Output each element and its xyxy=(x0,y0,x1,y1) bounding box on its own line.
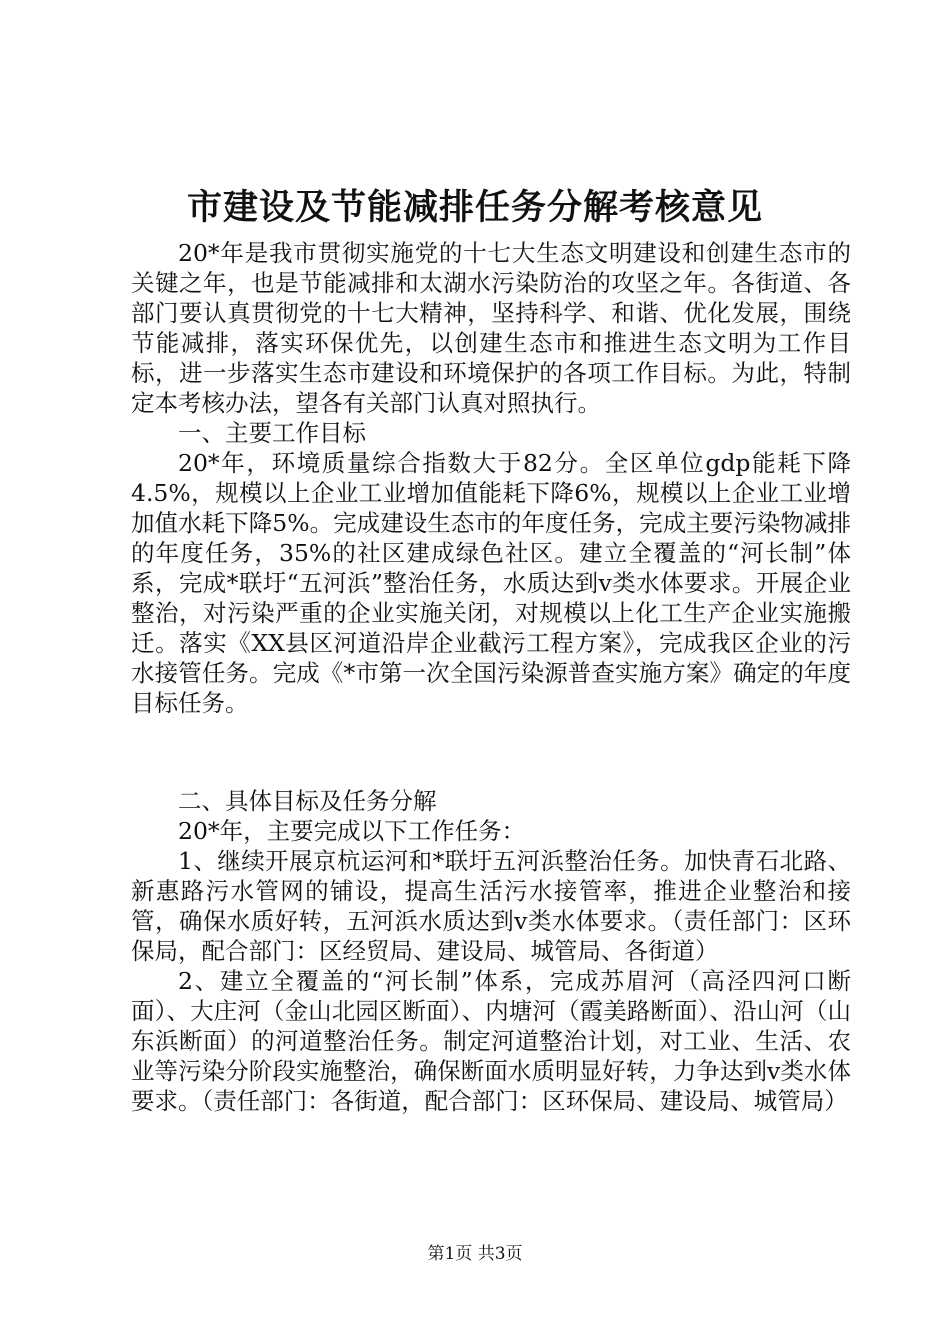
section-2-intro: 20*年，主要完成以下工作任务： xyxy=(178,817,526,845)
section-2-heading: 二、具体目标及任务分解 xyxy=(178,787,437,815)
task-2-paragraph: 2、建立全覆盖的“河长制”体系，完成苏眉河（高泾四河口断面）、大庄河（金山北园区断面）、内塘河（霞美路断面）、沿山河（山东浜断面）的河道整治任务。制定河道整治计划，对工业、生活、农业等污染分阶段实施整治，确保断面水质明显好转，力争达到v类水体要求。（责任部门：各街道，配合部门：区环保局、建设局、城管局） xyxy=(131,967,851,1115)
document-body-part-1 xyxy=(131,238,851,718)
section-1-heading: 一、主要工作目标 xyxy=(178,419,366,447)
document-title: 市建设及节能减排任务分解考核意见 xyxy=(186,187,763,228)
task-1-paragraph: 1、继续开展京杭运河和*联圩五河浜整治任务。加快青石北路、新惠路污水管网的铺设，提高生活污水接管率，推进企业整治和接管，确保水质好转，五河浜水质达到v类水体要求。（责任部门：区环保局，配合部门：区经贸局、建设局、城管局、各街道） xyxy=(131,847,851,965)
page-number-footer: 第1页 共3页 xyxy=(427,1244,523,1264)
document-body-part-2 xyxy=(131,786,851,1116)
intro-paragraph: 20*年是我市贯彻实施党的十七大生态文明建设和创建生态市的关键之年，也是节能减排和太湖水污染防治的攻坚之年。各街道、各部门要认真贯彻党的十七大精神，坚持科学、和谐、优化发展，围绕节能减排，落实环保优先，以创建生态市和推进生态文明为工作目标，进一步落实生态市建设和环境保护的各项工作目标。为此，特制定本考核办法，望各有关部门认真对照执行。 xyxy=(131,239,851,417)
section-1-paragraph: 20*年，环境质量综合指数大于82分。全区单位gdp能耗下降4.5%，规模以上企业工业增加值能耗下降6%，规模以上企业工业增加值水耗下降5%。完成建设生态市的年度任务，完成主要污染物减排的年度任务，35%的社区建成绿色社区。建立全覆盖的“河长制”体系，完成*联圩“五河浜”整治任务，水质达到v类水体要求。开展企业整治，对污染严重的企业实施关闭，对规模以上化工生产企业实施搬迁。落实《XX县区河道沿岸企业截污工程方案》，完成我区企业的污水接管任务。完成《*市第一次全国污染源普查实施方案》确定的年度目标任务。 xyxy=(131,449,851,717)
